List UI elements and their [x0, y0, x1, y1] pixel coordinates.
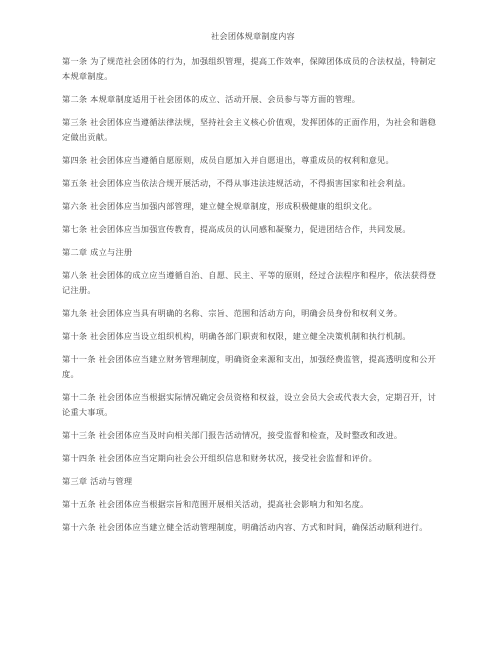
article-paragraph: 第十二条 社会团体应当根据实际情况确定会员资格和权益，设立会员大会或代表大会，定期召开，讨论重大事项。 — [62, 392, 437, 417]
article-paragraph: 第七条 社会团体应当加强宣传教育，提高成员的认同感和凝聚力，促进团结合作，共同发展。 — [62, 224, 411, 234]
article-paragraph: 第十四条 社会团体应当定期向社会公开组织信息和财务状况，接受社会监督和评价。 — [62, 453, 378, 463]
article-paragraph: 第十三条 社会团体应当及时向相关部门报告活动情况，接受监督和检查，及时整改和改进。 — [62, 430, 403, 440]
article-paragraph: 第四条 社会团体应当遵循自愿原则，成员自愿加入并自愿退出，尊重成员的权利和意见。 — [62, 155, 394, 165]
article-paragraph: 第一条 为了规范社会团体的行为，加强组织管理，提高工作效率，保障团体成员的合法权益，特制定本规章制度。 — [62, 56, 437, 81]
article-paragraph: 第八条 社会团体的成立应当遵循自治、自愿、民主、平等的原则，经过合法程序和程序，依法获得登记注册。 — [62, 270, 437, 295]
chapter-heading: 第三章 活动与管理 — [62, 476, 133, 486]
document-title: 社会团体规章制度内容 — [211, 31, 295, 41]
article-paragraph: 第五条 社会团体应当依法合规开展活动，不得从事违法违规活动，不得损害国家和社会利益。 — [62, 178, 411, 188]
article-paragraph: 第九条 社会团体应当具有明确的名称、宗旨、范围和活动方向，明确会员身份和权利义务。 — [62, 308, 403, 318]
article-paragraph: 第六条 社会团体应当加强内部管理，建立健全规章制度，形成积极健康的组织文化。 — [62, 201, 378, 211]
article-paragraph: 第三条 社会团体应当遵循法律法规，坚持社会主义核心价值观，发挥团体的正面作用，为社会和谐稳定做出贡献。 — [62, 117, 437, 142]
article-paragraph: 第十六条 社会团体应当建立健全活动管理制度，明确活动内容、方式和时间，确保活动顺利进行。 — [62, 522, 428, 532]
article-paragraph: 第十五条 社会团体应当根据宗旨和范围开展相关活动，提高社会影响力和知名度。 — [62, 499, 369, 509]
article-paragraph: 第二条 本规章制度适用于社会团体的成立、活动开展、会员参与等方面的管理。 — [62, 94, 361, 104]
article-paragraph: 第十一条 社会团体应当建立财务管理制度，明确资金来源和支出，加强经费监管，提高透明度和公开度。 — [62, 354, 437, 379]
article-paragraph: 第十条 社会团体应当设立组织机构，明确各部门职责和权限，建立健全决策机制和执行机制。 — [62, 331, 411, 341]
document-body — [62, 54, 444, 535]
chapter-heading: 第二章 成立与注册 — [62, 247, 133, 257]
